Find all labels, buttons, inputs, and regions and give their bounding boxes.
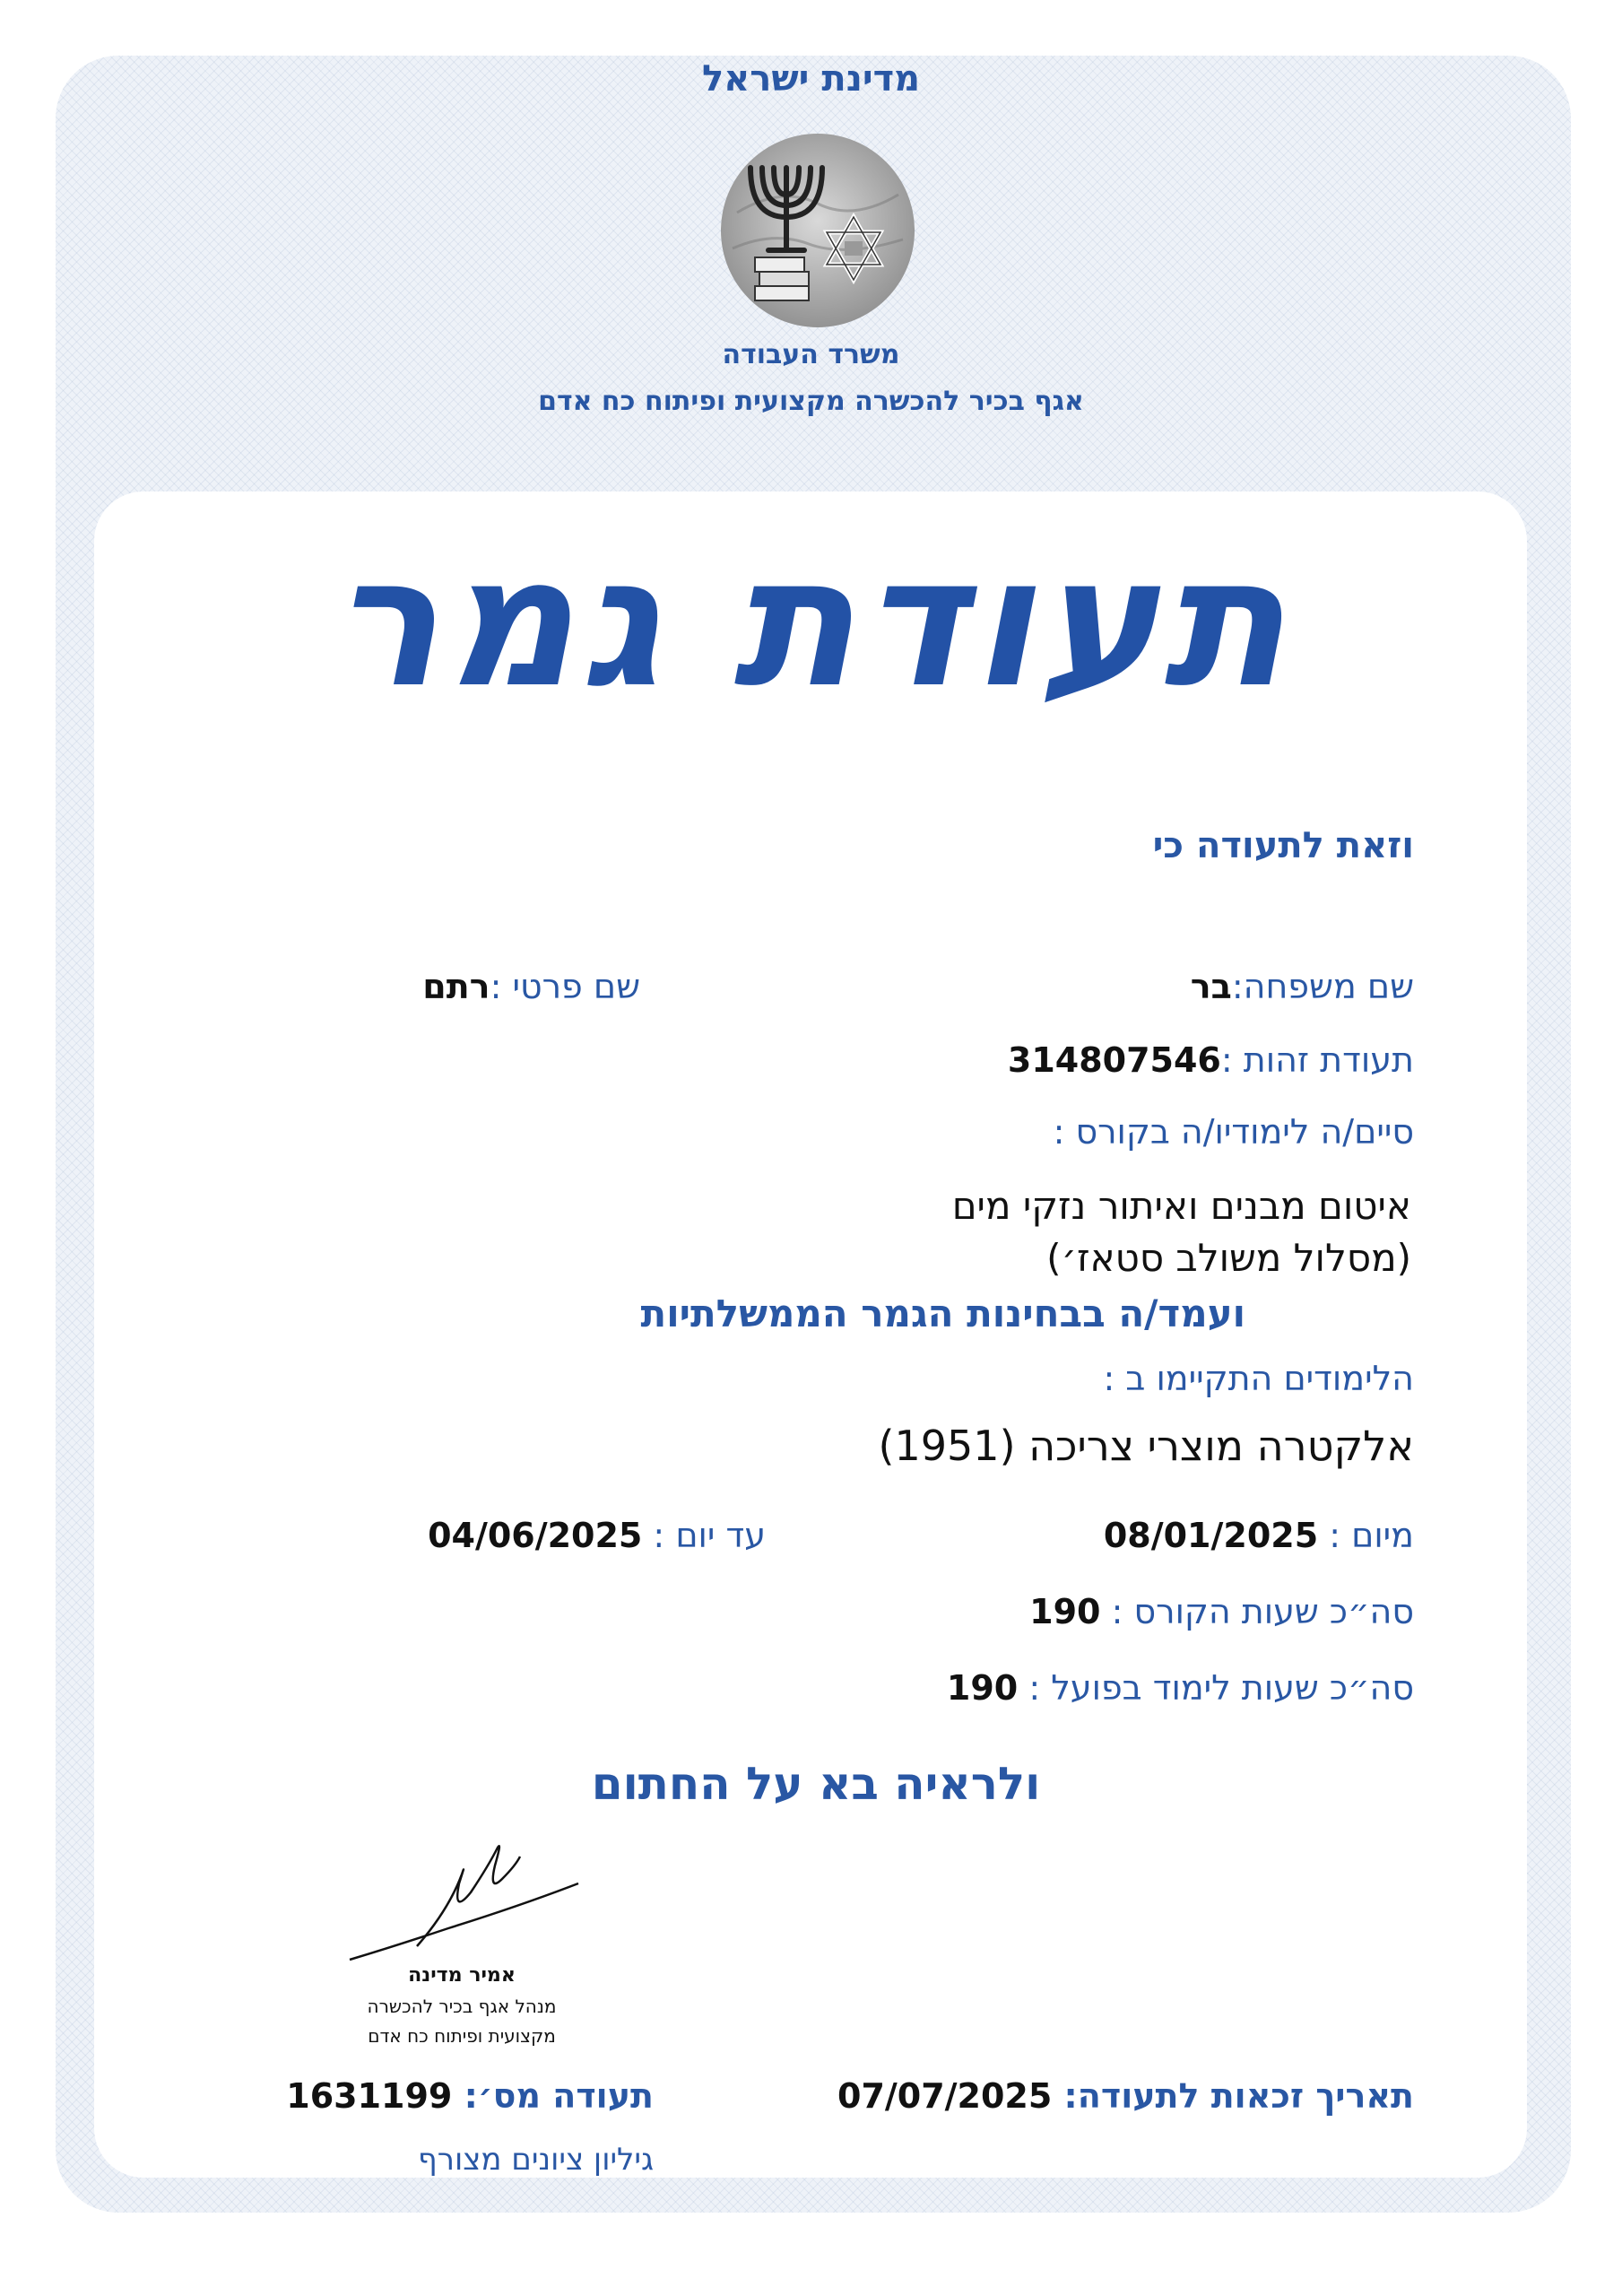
signer-title-line1: מנהל אגף בכיר להכשרה	[367, 1996, 557, 2017]
from-date-row: מיום : 08/01/2025	[1103, 1516, 1414, 1555]
last-name-row: שם משפחה:בר	[1190, 967, 1414, 1006]
grades-sheet-note: גיליון ציונים מצורף	[418, 2142, 654, 2178]
entitlement-date-row: תאריך זכאות לתעודה: 07/07/2025	[837, 2076, 1414, 2116]
actual-hours-row: סה״כ שעות לימוד בפועל : 190	[946, 1668, 1414, 1708]
completed-row: סיים/ה לימודיו/ה בקורס :	[1053, 1112, 1414, 1152]
to-label: עד יום	[675, 1516, 766, 1555]
menorah-star-of-david-emblem-icon	[719, 132, 916, 329]
state-name: מדינת ישראל	[701, 58, 921, 100]
passed-exams-text: ועמד/ה בבחינות הגמר הממשלתיות	[640, 1292, 1245, 1335]
course-hours-label: סה״כ שעות הקורס	[1133, 1592, 1414, 1631]
institution-name: אלקטרה מוצרי צריכה (1951)	[878, 1422, 1414, 1470]
id-row: תעודת זהות :314807546	[1007, 1040, 1414, 1080]
id-number-value: 314807546	[1007, 1040, 1221, 1080]
last-name-value: בר	[1190, 967, 1232, 1006]
course-hours-row: סה״כ שעות הקורס : 190	[1029, 1592, 1414, 1631]
entitlement-date-value: 07/07/2025	[837, 2076, 1053, 2116]
actual-hours-label: סה״כ שעות לימוד בפועל	[1051, 1668, 1414, 1708]
actual-hours-value: 190	[946, 1668, 1019, 1708]
signer-title-line2: מקצועית ופיתוח כח אדם	[368, 2025, 556, 2047]
last-name-label: שם משפחה	[1243, 967, 1414, 1006]
from-label: מיום	[1351, 1516, 1414, 1555]
first-name-value: רתם	[422, 967, 490, 1006]
course-hours-value: 190	[1029, 1592, 1101, 1631]
certificate-number-row: תעודה מס׳: 1631199	[286, 2076, 654, 2116]
first-name-label: שם פרטי	[512, 967, 640, 1006]
held-at-label: הלימודים התקיימו ב	[1125, 1359, 1414, 1398]
certificate-number-label: תעודה מס׳	[477, 2076, 654, 2116]
signer-name: אמיר מדינה	[408, 1964, 516, 1987]
held-at-row: הלימודים התקיימו ב :	[1103, 1359, 1414, 1398]
witness-text: ולראיה בא על החתום	[591, 1758, 1041, 1810]
certificate-title: תעודת גמר	[331, 518, 1291, 727]
id-label: תעודת זהות	[1243, 1040, 1414, 1080]
from-date-value: 08/01/2025	[1103, 1516, 1319, 1555]
to-date-row: עד יום : 04/06/2025	[428, 1516, 766, 1555]
certificate-number-value: 1631199	[286, 2076, 453, 2116]
ministry-name: משרד העבודה	[722, 339, 900, 370]
certify-text: וזאת לתעודה כי	[1152, 825, 1414, 866]
division-name: אגף בכיר להכשרה מקצועית ופיתוח כח אדם	[538, 386, 1084, 417]
first-name-row: שם פרטי :רתם	[422, 967, 640, 1006]
entitlement-label: תאריך זכאות לתעודה	[1077, 2076, 1414, 2116]
to-date-value: 04/06/2025	[428, 1516, 643, 1555]
course-track: (מסלול משולב סטאז׳)	[1046, 1236, 1411, 1280]
course-name: איטום מבנים ואיתור נזקי מים	[951, 1184, 1411, 1228]
completed-label: סיים/ה לימודיו/ה בקורס	[1075, 1112, 1414, 1152]
